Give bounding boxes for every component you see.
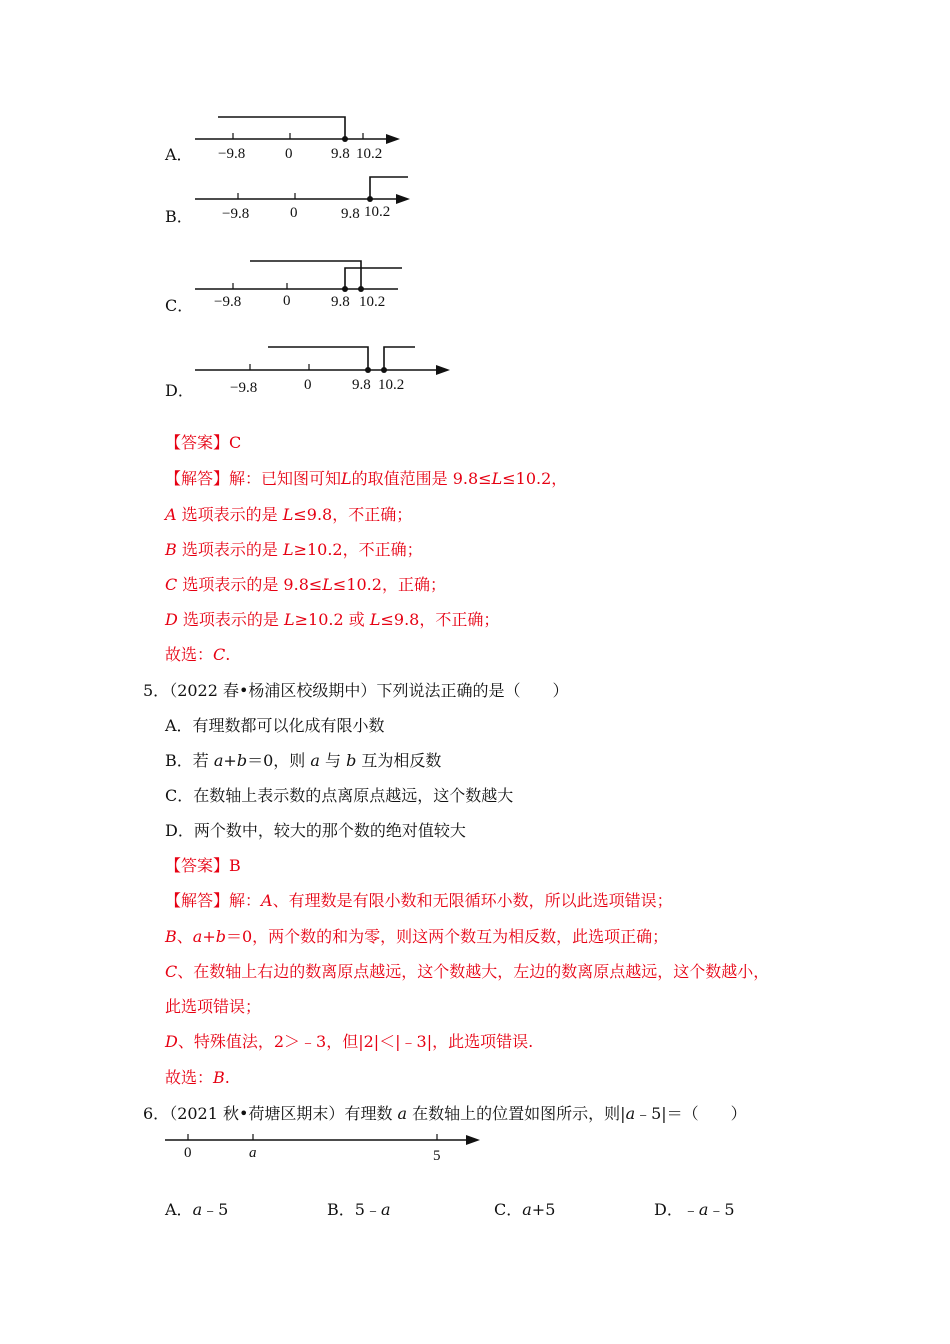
- text: ≥10.2，不正确；: [293, 540, 423, 559]
- text: ≤9.8，不正确；: [380, 610, 500, 629]
- var: b: [215, 927, 226, 946]
- text: 、有理数是有限小数和无限循环小数，所以此选项错误；: [272, 891, 673, 910]
- var: A: [261, 891, 273, 910]
- q6-option-b: [327, 1200, 391, 1220]
- question-source: （2022 春•杨浦区校级期中）: [169, 681, 377, 700]
- var: L: [491, 469, 503, 488]
- tick-label: 9.8: [352, 377, 371, 393]
- text: ﹣: [682, 1200, 699, 1219]
- answer-value: C: [229, 433, 242, 452]
- text: ≤10.2，正确；: [332, 575, 446, 594]
- text: 故选：: [165, 645, 214, 664]
- var: b: [346, 751, 357, 770]
- text: ﹣5: [202, 1200, 229, 1219]
- option-letter: B．: [327, 1200, 355, 1219]
- text: 、在数轴上右边的数离原点越远，这个数越大，左边的数离原点越远，这个数越小，: [177, 962, 770, 981]
- text: ≤10.2，: [502, 469, 568, 488]
- tick-label: −9.8: [218, 146, 246, 162]
- text: ＝0，两个数的和为零，则这两个数互为相反数，此选项正确；: [225, 927, 669, 946]
- tick-label: 9.8: [341, 206, 360, 222]
- var: a: [380, 1200, 391, 1219]
- var: D: [165, 1032, 178, 1051]
- tick-label: 9.8: [331, 294, 350, 310]
- option-letter: A．: [165, 145, 193, 164]
- answer-tag: 【答案】: [165, 433, 230, 452]
- var: L: [369, 610, 381, 629]
- text: +5: [531, 1200, 556, 1219]
- question-text: 下列说法正确的是（ ）: [376, 681, 569, 700]
- text: 选项表示的是: [176, 505, 283, 524]
- tick-label: 0: [184, 1145, 192, 1161]
- text: +: [202, 927, 216, 946]
- var: b: [236, 751, 248, 770]
- answer-tag: 【答案】: [165, 856, 230, 875]
- var: a: [192, 927, 203, 946]
- var: L: [322, 575, 333, 594]
- option-letter: D．: [165, 381, 194, 400]
- tick-label: 10.2: [364, 204, 391, 220]
- option-letter: B．: [165, 207, 193, 226]
- var: a: [213, 751, 224, 770]
- var: B: [165, 927, 177, 946]
- tick-label: 10.2: [378, 377, 405, 393]
- tick-label: 0: [304, 377, 312, 393]
- text: 、: [176, 927, 193, 946]
- tick-label: 0: [285, 146, 293, 162]
- text: ＝0，则: [247, 751, 311, 770]
- tick-label: 10.2: [356, 146, 383, 162]
- text: 解：已知图可知: [229, 469, 342, 488]
- text: 、特殊值法，2＞﹣3，但|2|＜|﹣3|，此选项错误.: [177, 1032, 534, 1051]
- var: C: [213, 645, 226, 664]
- var: D: [165, 610, 178, 629]
- text: 在数轴上的位置如图所示，则|: [407, 1104, 626, 1123]
- text: .: [224, 1068, 230, 1087]
- text: 选项表示的是: [177, 610, 285, 629]
- var: a: [698, 1200, 709, 1219]
- var: a: [397, 1104, 408, 1123]
- var: a: [310, 751, 320, 770]
- question-number: 6．: [143, 1104, 170, 1123]
- question-number: 5．: [143, 681, 170, 700]
- text: 此选项错误；: [165, 997, 262, 1016]
- question-source: （2021 秋•荷塘区期末）: [169, 1104, 345, 1123]
- text: +: [223, 751, 237, 770]
- tick-label: 5: [433, 1148, 441, 1164]
- text: 互为相反数: [356, 751, 442, 770]
- tick-label: 0: [283, 293, 291, 309]
- option-letter: A．: [165, 1200, 193, 1219]
- text: 选项表示的是 9.8≤: [177, 575, 323, 594]
- var: L: [282, 540, 294, 559]
- text: B．若: [165, 751, 214, 770]
- text: 的取值范围是 9.8≤: [351, 469, 492, 488]
- var: L: [341, 469, 352, 488]
- q6-option-a: [165, 1200, 228, 1220]
- text: A．有理数都可以化成有限小数: [165, 716, 385, 735]
- var: C: [165, 962, 178, 981]
- tick-label: 9.8: [331, 146, 350, 162]
- var: a: [192, 1200, 203, 1219]
- text: 5﹣: [354, 1200, 381, 1219]
- q6-option-c: [494, 1200, 555, 1220]
- tick-label: −9.8: [214, 294, 242, 310]
- text: 解：: [229, 891, 262, 910]
- var: A: [165, 505, 177, 524]
- var: a: [625, 1104, 636, 1123]
- text: ﹣5|＝（ ）: [635, 1104, 747, 1123]
- option-letter: D．: [654, 1200, 683, 1219]
- var: L: [282, 505, 294, 524]
- text: 故选：: [165, 1068, 214, 1087]
- q6-option-d: [654, 1200, 735, 1220]
- text: C．在数轴上表示数的点离原点越远，这个数越大: [165, 786, 514, 805]
- tick-label: −9.8: [230, 380, 258, 396]
- text: 有理数: [344, 1104, 398, 1123]
- text: ﹣5: [708, 1200, 735, 1219]
- var: L: [284, 610, 295, 629]
- var: C: [165, 575, 178, 594]
- text: D．两个数中，较大的那个数的绝对值较大: [165, 821, 466, 840]
- text: .: [225, 645, 231, 664]
- option-letter: C．: [165, 296, 194, 315]
- var: B: [213, 1068, 225, 1087]
- text: 与: [319, 751, 347, 770]
- tick-label: a: [249, 1145, 257, 1161]
- tick-label: 10.2: [359, 294, 386, 310]
- explain-tag: 【解答】: [165, 469, 230, 488]
- tick-label: 0: [290, 205, 298, 221]
- text: ≤9.8，不正确；: [293, 505, 413, 524]
- text: ≥10.2 或: [294, 610, 370, 629]
- var: a: [522, 1200, 532, 1219]
- option-letter: C．: [494, 1200, 523, 1219]
- answer-value: B: [229, 856, 241, 875]
- tick-label: −9.8: [222, 206, 250, 222]
- var: B: [165, 540, 177, 559]
- explain-tag: 【解答】: [165, 891, 230, 910]
- text: 选项表示的是: [176, 540, 283, 559]
